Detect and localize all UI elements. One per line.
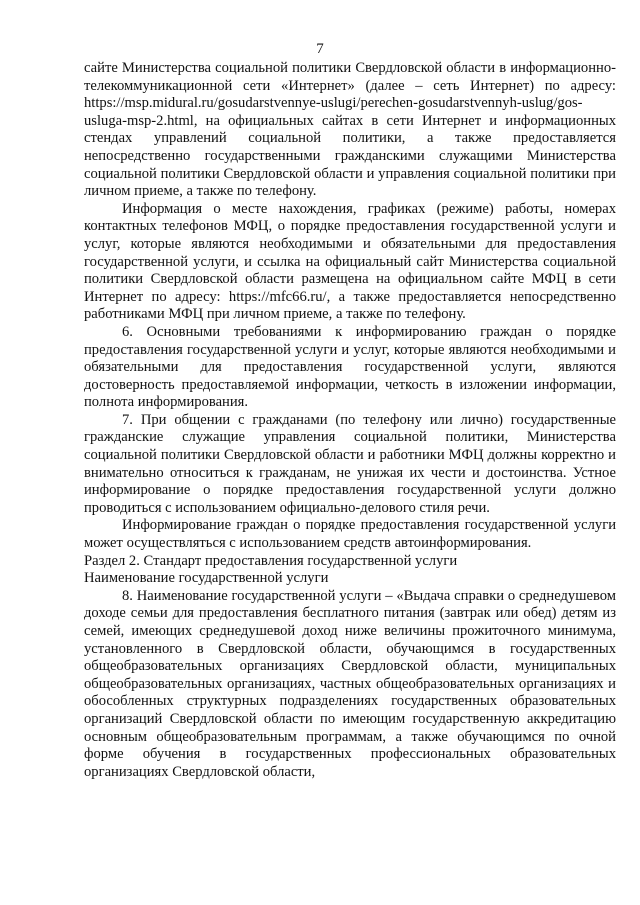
paragraph-item-7: 7. При общении с гражданами (по телефону или лично) государственные гражданские служащие управления социальной политики, Министерства социальной политики Свердловской области и работники МФЦ должны корректно и внимательно относиться к гражданам, не унижая их чести и достоинства. Устное информирование о порядке предоставления государственной услуги должно проводиться с использованием официально-делового стиля речи. xyxy=(84,411,616,516)
document-body xyxy=(84,60,616,781)
subheading: Наименование государственной услуги xyxy=(84,570,329,587)
paragraph-autoinforming: Информирование граждан о порядке предоставления государственной услуги может осуществляться с использованием средств автоинформирования. xyxy=(84,517,616,552)
paragraph-item-8: 8. Наименование государственной услуги – «Выдача справки о среднедушевом доходе семьи для предоставления бесплатного питания (завтрак или обед) детям из семей, имеющих среднедушевой доход ниже величины прожиточного минимума, установленного в Свердловской области, обучающимся в государственных общеобразовательных организациях Свердловской области, муниципальных общеобразовательных организациях, частных общеобразовательных организациях и обособленных структурных подразделениях государственных образовательных организаций Свердловской области по имеющим государственную аккредитацию основным общеобразовательным программам, а также обучающимся по очной форме обучения в государственных профессиональных образовательных организациях Свердловской области, xyxy=(84,587,616,780)
paragraph-continuation: сайте Министерства социальной политики Свердловской области в информационно-телекоммуникационной сети «Интернет» (далее – сеть Интернет) по адресу: https://msp.midural.ru/gosudarstvennye-uslugi/perechen-gosudarstvennyh-uslug/gos-usluga-msp-2.html, на официальных сайтах в сети Интернет и информационных стендах управлений социальной политики, а также предоставляется непосредственно государственными гражданскими служащими Министерства социальной политики Свердловской области и управления социальной политики при личном приеме, а также по телефону. xyxy=(84,60,616,200)
page-number: 7 xyxy=(316,41,324,57)
section-heading: Раздел 2. Стандарт предоставления государственной услуги xyxy=(84,552,458,569)
paragraph-item-6: 6. Основными требованиями к информированию граждан о порядке предоставления государственной услуги и услуг, которые являются необходимыми и обязательными для предоставления государственной услуги, являются достоверность предоставляемой информации, четкость в изложении информации, полнота информирования. xyxy=(84,323,616,411)
paragraph-mfc-info: Информация о месте нахождения, графиках (режиме) работы, номерах контактных телефонов МФЦ, о порядке предоставления государственной услуги и услуг, которые являются необходимыми и обязательными для предоставления государственной услуги, и ссылка на официальный сайт Министерства социальной политики Свердловской области размещена на официальном сайте МФЦ в сети Интернет по адресу: https://mfc66.ru/, а также предоставляется непосредственно работниками МФЦ при личном приеме, а также по телефону. xyxy=(84,200,616,323)
